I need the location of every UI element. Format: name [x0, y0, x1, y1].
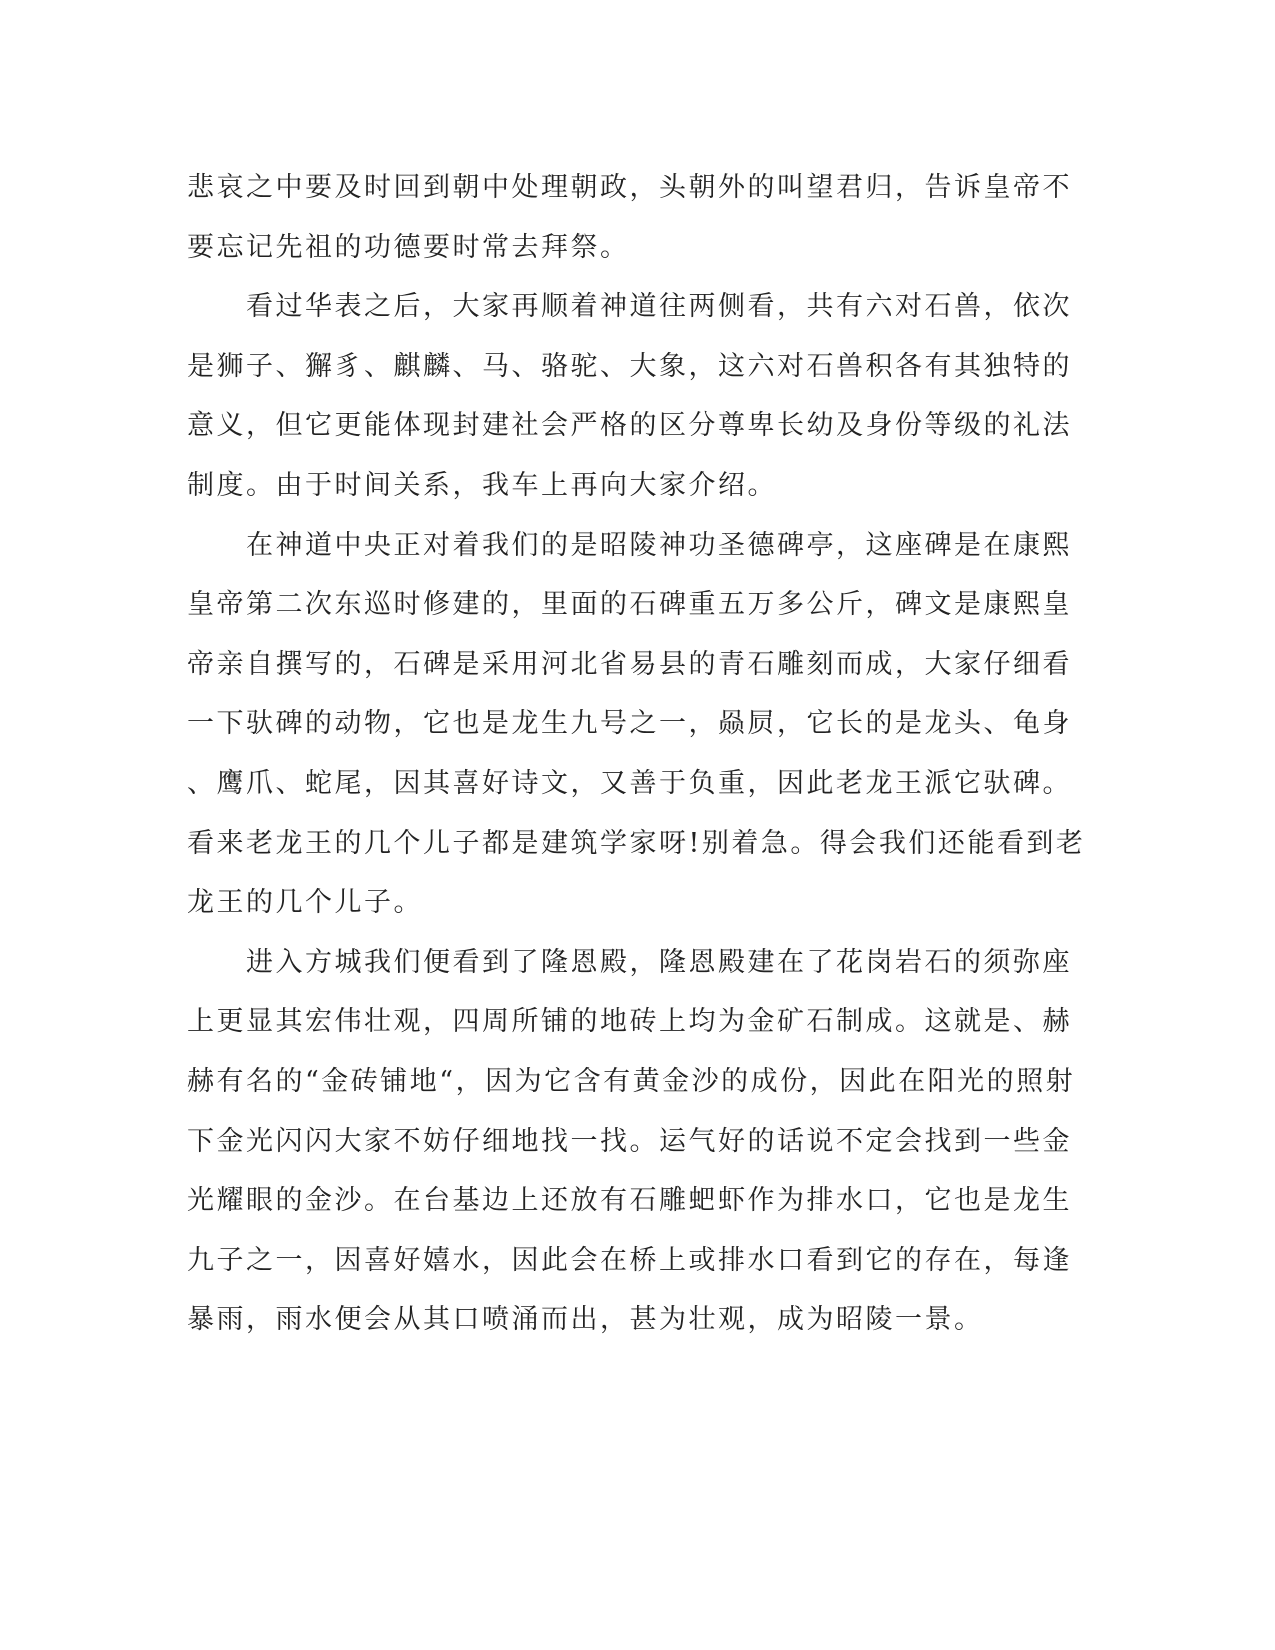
text-line: 龙王的几个儿子。	[187, 887, 423, 919]
text-line: 是狮子、獬豸、麒麟、马、骆驼、大象，这六对石兽积各有其独特的	[187, 350, 1072, 382]
text-line: 皇帝第二次东巡时修建的，里面的石碑重五万多公斤，碑文是康熙皇	[187, 589, 1072, 621]
paragraph-4	[187, 933, 1076, 1350]
text-line: 光耀眼的金沙。在台基边上还放有石雕蚆虾作为排水口，它也是龙生	[187, 1185, 1072, 1217]
paragraph-1	[187, 158, 1072, 277]
paragraph-3	[187, 516, 1086, 933]
text-line: 进入方城我们便看到了隆恩殿，隆恩殿建在了花岗岩石的须弥座	[187, 946, 1072, 978]
text-line: 下金光闪闪大家不妨仔细地找一找。运气好的话说不定会找到一些金	[187, 1125, 1072, 1157]
text-line: 看来老龙王的几个儿子都是建筑学家呀!别着急。得会我们还能看到老	[187, 827, 1086, 859]
text-line: 意义，但它更能体现封建社会严格的区分尊卑长幼及身份等级的礼法	[187, 410, 1072, 442]
text-line: 、鹰爪、蛇尾，因其喜好诗文，又善于负重，因此老龙王派它驮碑。	[187, 767, 1072, 799]
text-line: 制度。由于时间关系，我车上再向大家介绍。	[187, 469, 777, 501]
text-line: 上更显其宏伟壮观，四周所铺的地砖上均为金矿石制成。这就是、赫	[187, 1006, 1072, 1038]
text-line: 九子之一，因喜好嬉水，因此会在桥上或排水口看到它的存在，每逢	[187, 1244, 1072, 1276]
text-line: 暴雨，雨水便会从其口喷涌而出，甚为壮观，成为昭陵一景。	[187, 1304, 984, 1336]
text-line: 看过华表之后，大家再顺着神道往两侧看，共有六对石兽，依次	[187, 291, 1072, 323]
text-line: 要忘记先祖的功德要时常去拜祭。	[187, 231, 630, 263]
text-line: 在神道中央正对着我们的是昭陵神功圣德碑亭，这座碑是在康熙	[187, 529, 1072, 561]
text-line: 赫有名的“金砖铺地“，因为它含有黄金沙的成份，因此在阳光的照射	[187, 1065, 1076, 1097]
document-body	[187, 158, 1086, 1350]
paragraph-2	[187, 277, 1072, 515]
text-line: 悲哀之中要及时回到朝中处理朝政，头朝外的叫望君归，告诉皇帝不	[187, 172, 1072, 203]
text-line: 帝亲自撰写的，石碑是采用河北省易县的青石雕刻而成，大家仔细看	[187, 648, 1072, 680]
text-line: 一下驮碑的动物，它也是龙生九号之一，赑屃，它长的是龙头、龟身	[187, 708, 1072, 740]
